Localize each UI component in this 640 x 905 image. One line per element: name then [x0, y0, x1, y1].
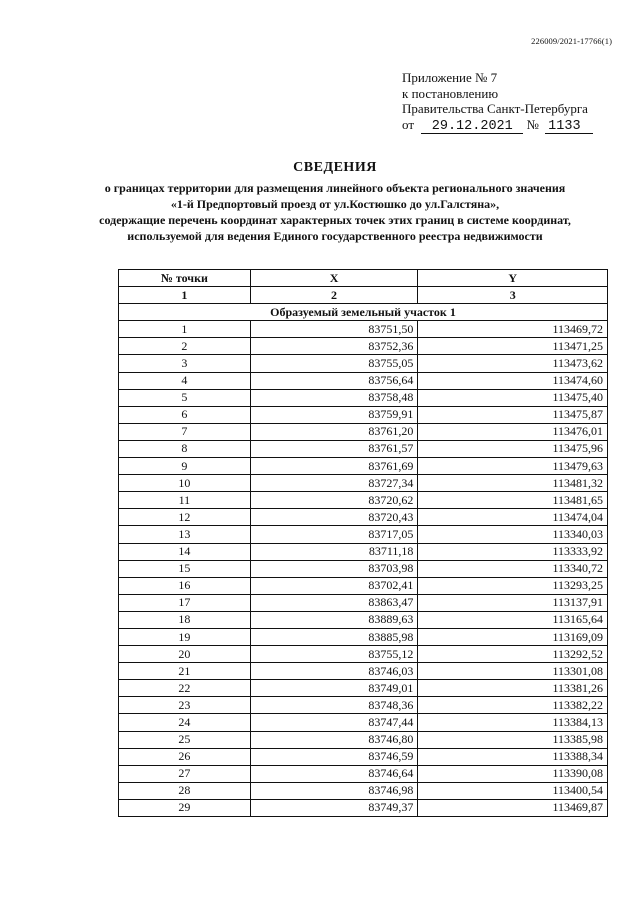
y-coordinate-cell: 113340,03	[418, 526, 608, 543]
y-coordinate-cell: 113137,91	[418, 594, 608, 611]
y-coordinate-cell: 113390,08	[418, 765, 608, 782]
point-number-cell: 14	[119, 543, 251, 560]
y-coordinate-cell: 113388,34	[418, 748, 608, 765]
table-row	[119, 646, 608, 663]
x-coordinate-cell: 83752,36	[250, 338, 418, 355]
decree-number: 1133	[545, 120, 593, 134]
x-coordinate-cell: 83863,47	[250, 594, 418, 611]
table-row	[119, 423, 608, 440]
table-row	[119, 697, 608, 714]
x-coordinate-cell: 83711,18	[250, 543, 418, 560]
point-number-cell: 28	[119, 782, 251, 799]
x-coordinate-cell: 83703,98	[250, 560, 418, 577]
table-row	[119, 714, 608, 731]
table-row	[119, 628, 608, 645]
x-coordinate-cell: 83755,12	[250, 646, 418, 663]
y-coordinate-cell: 113333,92	[418, 543, 608, 560]
title-main: СВЕДЕНИЯ	[293, 160, 377, 175]
table-header-row	[119, 270, 608, 287]
x-coordinate-cell: 83889,63	[250, 611, 418, 628]
appendix-line-3: Правительства Санкт-Петербурга	[402, 101, 588, 116]
x-coordinate-cell: 83727,34	[250, 475, 418, 492]
y-coordinate-cell: 113384,13	[418, 714, 608, 731]
x-coordinate-cell: 83761,20	[250, 423, 418, 440]
point-number-cell: 23	[119, 697, 251, 714]
point-number-cell: 21	[119, 663, 251, 680]
point-number-cell: 26	[119, 748, 251, 765]
table-row	[119, 799, 608, 816]
point-number-cell: 12	[119, 509, 251, 526]
table-row	[119, 389, 608, 406]
x-coordinate-cell: 83751,50	[250, 321, 418, 338]
table-row	[119, 509, 608, 526]
header-point-number: № точки	[119, 270, 251, 287]
date-prefix: от	[402, 116, 415, 132]
y-coordinate-cell: 113473,62	[418, 355, 608, 372]
table-row	[119, 526, 608, 543]
point-number-cell: 16	[119, 577, 251, 594]
table-row	[119, 782, 608, 799]
title-line-2: «1-й Предпортовый проезд от ул.Костюшко до ул.Галстяна»,	[170, 197, 500, 211]
y-coordinate-cell: 113340,72	[418, 560, 608, 577]
x-coordinate-cell: 83717,05	[250, 526, 418, 543]
table-row	[119, 475, 608, 492]
section-row	[119, 304, 608, 321]
x-coordinate-cell: 83720,62	[250, 492, 418, 509]
y-coordinate-cell: 113400,54	[418, 782, 608, 799]
point-number-cell: 11	[119, 492, 251, 509]
table-row	[119, 663, 608, 680]
table-row	[119, 577, 608, 594]
x-coordinate-cell: 83746,64	[250, 765, 418, 782]
section-title: Образуемый земельный участок 1	[119, 304, 608, 321]
x-coordinate-cell: 83746,03	[250, 663, 418, 680]
appendix-block	[402, 70, 593, 134]
x-coordinate-cell: 83746,98	[250, 782, 418, 799]
x-coordinate-cell: 83746,59	[250, 748, 418, 765]
x-coordinate-cell: 83755,05	[250, 355, 418, 372]
y-coordinate-cell: 113469,87	[418, 799, 608, 816]
point-number-cell: 8	[119, 440, 251, 457]
point-number-cell: 13	[119, 526, 251, 543]
point-number-cell: 19	[119, 628, 251, 645]
table-row	[119, 731, 608, 748]
y-coordinate-cell: 113475,87	[418, 406, 608, 423]
point-number-cell: 29	[119, 799, 251, 816]
x-coordinate-cell: 83749,01	[250, 680, 418, 697]
y-coordinate-cell: 113292,52	[418, 646, 608, 663]
x-coordinate-cell: 83761,69	[250, 458, 418, 475]
point-number-cell: 24	[119, 714, 251, 731]
point-number-cell: 22	[119, 680, 251, 697]
document-number: 226009/2021-17766(1)	[531, 36, 612, 46]
appendix-line-2: к постановлению	[402, 85, 499, 101]
table-row	[119, 560, 608, 577]
table-row	[119, 321, 608, 338]
title-line-1: о границах территории для размещения линейного объекта регионального значения	[104, 181, 566, 195]
table-row	[119, 765, 608, 782]
x-coordinate-cell: 83758,48	[250, 389, 418, 406]
point-number-cell: 6	[119, 406, 251, 423]
x-coordinate-cell: 83761,57	[250, 440, 418, 457]
point-number-cell: 15	[119, 560, 251, 577]
table-row	[119, 372, 608, 389]
x-coordinate-cell: 83885,98	[250, 628, 418, 645]
x-coordinate-cell: 83759,91	[250, 406, 418, 423]
table-row	[119, 338, 608, 355]
y-coordinate-cell: 113385,98	[418, 731, 608, 748]
x-coordinate-cell: 83748,36	[250, 697, 418, 714]
x-coordinate-cell: 83747,44	[250, 714, 418, 731]
x-coordinate-cell: 83746,80	[250, 731, 418, 748]
y-coordinate-cell: 113475,40	[418, 389, 608, 406]
point-number-cell: 20	[119, 646, 251, 663]
y-coordinate-cell: 113301,08	[418, 663, 608, 680]
point-number-cell: 7	[119, 423, 251, 440]
point-number-cell: 4	[119, 372, 251, 389]
y-coordinate-cell: 113469,72	[418, 321, 608, 338]
header-x: X	[250, 270, 418, 287]
column-index-row	[119, 287, 608, 304]
table-row	[119, 355, 608, 372]
y-coordinate-cell: 113481,65	[418, 492, 608, 509]
point-number-cell: 25	[119, 731, 251, 748]
column-index: 3	[418, 287, 608, 304]
y-coordinate-cell: 113471,25	[418, 338, 608, 355]
point-number-cell: 27	[119, 765, 251, 782]
y-coordinate-cell: 113474,60	[418, 372, 608, 389]
header-y: Y	[418, 270, 608, 287]
coordinates-table	[118, 269, 608, 817]
appendix-line-1: Приложение № 7	[402, 70, 498, 85]
y-coordinate-cell: 113169,09	[418, 628, 608, 645]
table-row	[119, 492, 608, 509]
y-coordinate-cell: 113382,22	[418, 697, 608, 714]
document-title	[70, 160, 600, 244]
point-number-cell: 1	[119, 321, 251, 338]
y-coordinate-cell: 113475,96	[418, 440, 608, 457]
y-coordinate-cell: 113293,25	[418, 577, 608, 594]
x-coordinate-cell: 83749,37	[250, 799, 418, 816]
table-row	[119, 680, 608, 697]
y-coordinate-cell: 113165,64	[418, 611, 608, 628]
x-coordinate-cell: 83702,41	[250, 577, 418, 594]
table-row	[119, 440, 608, 457]
column-index: 1	[119, 287, 251, 304]
table-row	[119, 611, 608, 628]
y-coordinate-cell: 113481,32	[418, 475, 608, 492]
title-line-3: содержащие перечень координат характерных точек этих границ в системе координат,	[99, 213, 571, 227]
point-number-cell: 5	[119, 389, 251, 406]
table-row	[119, 543, 608, 560]
column-index: 2	[250, 287, 418, 304]
y-coordinate-cell: 113474,04	[418, 509, 608, 526]
decree-date: 29.12.2021	[421, 120, 523, 134]
y-coordinate-cell: 113381,26	[418, 680, 608, 697]
x-coordinate-cell: 83756,64	[250, 372, 418, 389]
point-number-cell: 2	[119, 338, 251, 355]
x-coordinate-cell: 83720,43	[250, 509, 418, 526]
table-row	[119, 406, 608, 423]
point-number-cell: 3	[119, 355, 251, 372]
point-number-cell: 9	[119, 458, 251, 475]
point-number-cell: 10	[119, 475, 251, 492]
y-coordinate-cell: 113479,63	[418, 458, 608, 475]
point-number-cell: 17	[119, 594, 251, 611]
appendix-date-line	[402, 117, 593, 134]
table-row	[119, 458, 608, 475]
number-prefix: №	[526, 116, 539, 132]
title-line-4: используемой для ведения Единого государственного реестра недвижимости	[127, 229, 543, 243]
table-row	[119, 594, 608, 611]
y-coordinate-cell: 113476,01	[418, 423, 608, 440]
table-row	[119, 748, 608, 765]
point-number-cell: 18	[119, 611, 251, 628]
